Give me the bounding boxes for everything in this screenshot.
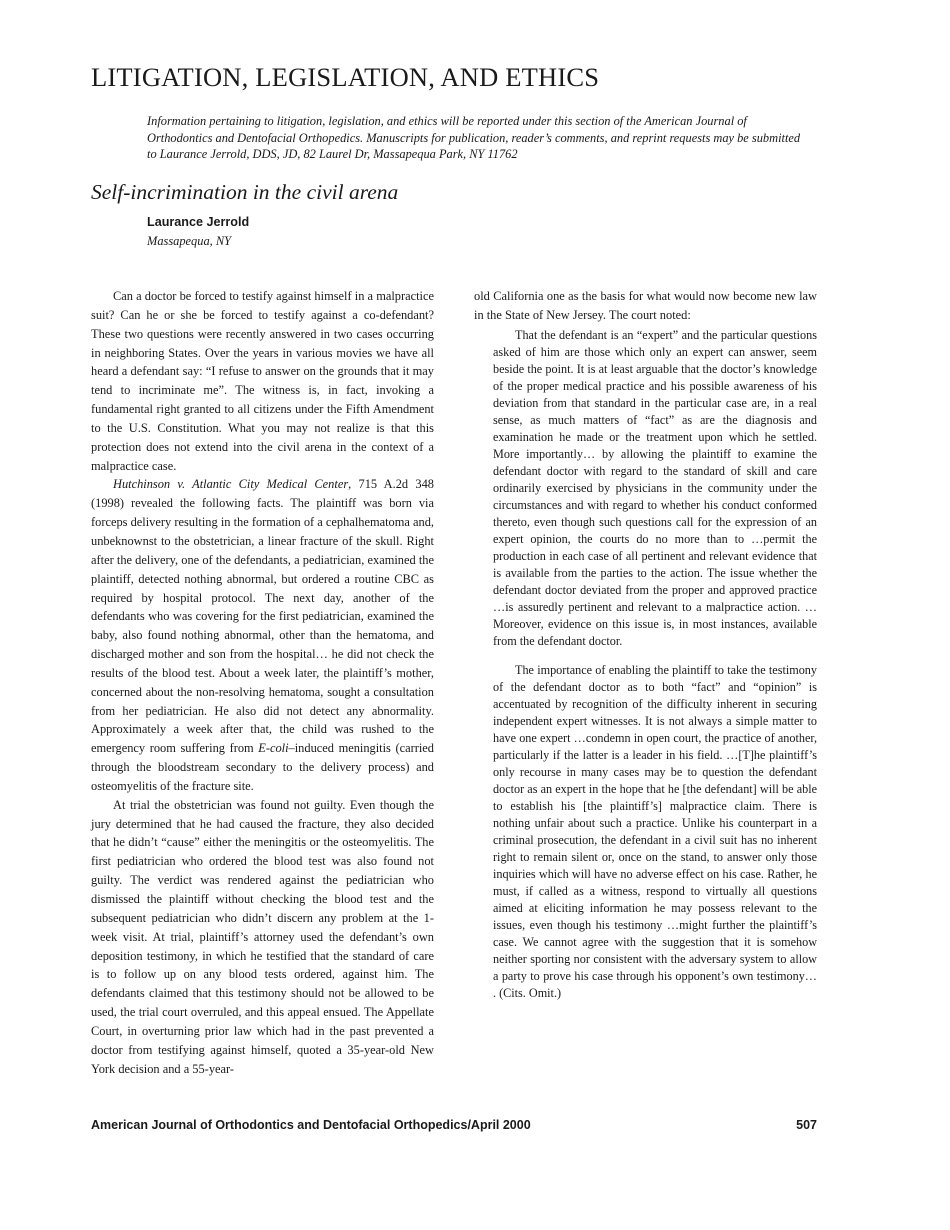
- ecoli-term: E-coli: [258, 741, 289, 756]
- paragraph-3-continued: old California one as the basis for what would now become new law in the State of New Jersey. The court noted:: [474, 289, 817, 322]
- paragraph-3: At trial the obstetrician was found not guilty. Even though the jury determined that he had caused the fracture, they also decided that he didn’t “cause” either the meningitis or the osteomyelitis. The first pediatrician who ordered the blood test was also found not guilty. The verdict was rendered against the pediatrician who dismissed the plaintiff without checking the blood test and the subsequent pediatrician who didn’t discern any problem at the 1-week visit. At trial, plaintiff’s attorney used the defendant’s own deposition testimony, in which he testified that the standard of care is to follow up on any blood tests ordered, against him. The defendants claimed that this testimony should not be allowed to be used, the trial court overruled, and this appeal ensued. The Appellate Court, in overturning prior law which had in the past prevented a doctor from testifying against himself, quoted a 35-year-old New York decision and a 55-year-: [91, 797, 434, 1076]
- body-column-left: [91, 287, 434, 1078]
- paragraph-2: [91, 475, 434, 795]
- quote-paragraph-2: The importance of enabling the plaintiff to take the testimony of the defendant doctor as to both “fact” and “opinion” is accentuated by recognition of the difficulty inherent in securing independent expert witnesses. It is not always a simple matter to have one expert …condemn in open court, the practice of another, particularly if the latter is a leader in his field. …[T]he plaintiff’s only recourse in many cases may be to question the defendant doctor as an expert in the hope that he [the defendant] will be able to establish his [the plaintiff’s] malpractice claim. There is nothing unfair about such a practice. Unlike his counterpart in a criminal prosecution, the defendant in a civil suit has no inherent right to remain silent or, once on the stand, to answer only those inquiries which will have no adverse effect on his case. Rather, he must, if called as a witness, respond to virtually all questions aimed at eliciting information he may possess relevant to the issues, even though his testimony …might further the plaintiff’s case. We cannot agree with the suggestion that it is somehow neither sporting nor consistent with the adversary system to allow a party to prove his case through his opponent’s own testimony… . (Cits. Omit.): [493, 662, 817, 1000]
- case-citation: Hutchinson v. Atlantic City Medical Center: [113, 477, 349, 492]
- paragraph-2-text-a: , 715 A.2d 348 (1998) revealed the following facts. The plaintiff was born via forceps delivery resulting in the formation of a cephalhematoma and, unbeknownst to the obstetrician, a linear fracture of the skull. Right after the delivery, one of the defendants, a pediatrician, examined the plaintiff, detected nothing abnormal, but ordered a routine CBC as required by hospital protocol. The next day, another of the defendants who was covering for the first pediatrician, examined the baby, also found nothing abnormal, other than the hematoma, and discharged mother and son from the hospital… he did not check the results of the blood test. About a week later, the plaintiff’s mother, concerned about the non-resolving hematoma, sought a consultation from her pediatrician. He also did not detect any abnormality. Approximately a week after that, the child was rushed to the emergency room suffering from: [91, 477, 434, 756]
- court-quote: [493, 327, 817, 1002]
- footer-journal-citation: American Journal of Orthodontics and Dentofacial Orthopedics/April 2000: [91, 1118, 531, 1132]
- article-title: Self-incrimination in the civil arena: [91, 180, 399, 204]
- section-title: LITIGATION, LEGISLATION, AND ETHICS: [91, 62, 600, 92]
- section-intro: Information pertaining to litigation, legislation, and ethics will be reported under this section of the American Journal of Orthodontics and Dentofacial Orthopedics. Manuscripts for publication, reader’s comments, and reprint requests may be submitted to Laurance Jerrold, DDS, JD, 82 Laurel Dr, Massapequa Park, NY 11762: [147, 114, 801, 162]
- paragraph-2-text-b: –induced meningitis (carried through the bloodstream secondary to the delivery process) and osteomyelitis of the fracture site.: [91, 741, 434, 793]
- author-affiliation: Massapequa, NY: [147, 234, 231, 248]
- body-column-right: [474, 287, 817, 1002]
- page-number: 507: [796, 1118, 817, 1132]
- paragraph-1: Can a doctor be forced to testify against himself in a malpractice suit? Can he or she be forced to testify against a co-defendant? These two questions were recently answered in two cases occurring in neighboring States. Over the years in various movies we have all heard a defendant say: “I refuse to answer on the grounds that it may tend to incriminate me”. The witness is, in fact, invoking a fundamental right granted to all citizens under the Fifth Amendment to the U.S. Constitution. What you may not realize is that this protection does not extend into the civil arena in the context of a malpractice case.: [91, 289, 434, 473]
- quote-paragraph-1: That the defendant is an “expert” and the particular questions asked of him are those which only an expert can answer, seem beside the point. It is at least arguable that the doctor’s knowledge of the proper medical practice and his possible awareness of his deviation from that standard in the particular case are, in a real sense, as much matters of “fact” as are the diagnosis and examination he made or the treatment upon which he settled. More importantly… by allowing the plaintiff to examine the defendant doctor with regard to the standard of skill and care ordinarily exercised by physicians in the community under the circumstances and with regard to whether his conduct conformed thereto, even though such questions call for the expression of an expert opinion, the courts do no more than to …permit the production in each case of all pertinent and relevant evidence that is available from the parties to the action. The issue whether the defendant doctor deviated from the proper and approved practice …is assuredly pertinent and relevant to a malpractice action. …Moreover, evidence on this issue is, in most instances, available from the defendant doctor.: [493, 327, 817, 648]
- author-name: Laurance Jerrold: [147, 215, 250, 229]
